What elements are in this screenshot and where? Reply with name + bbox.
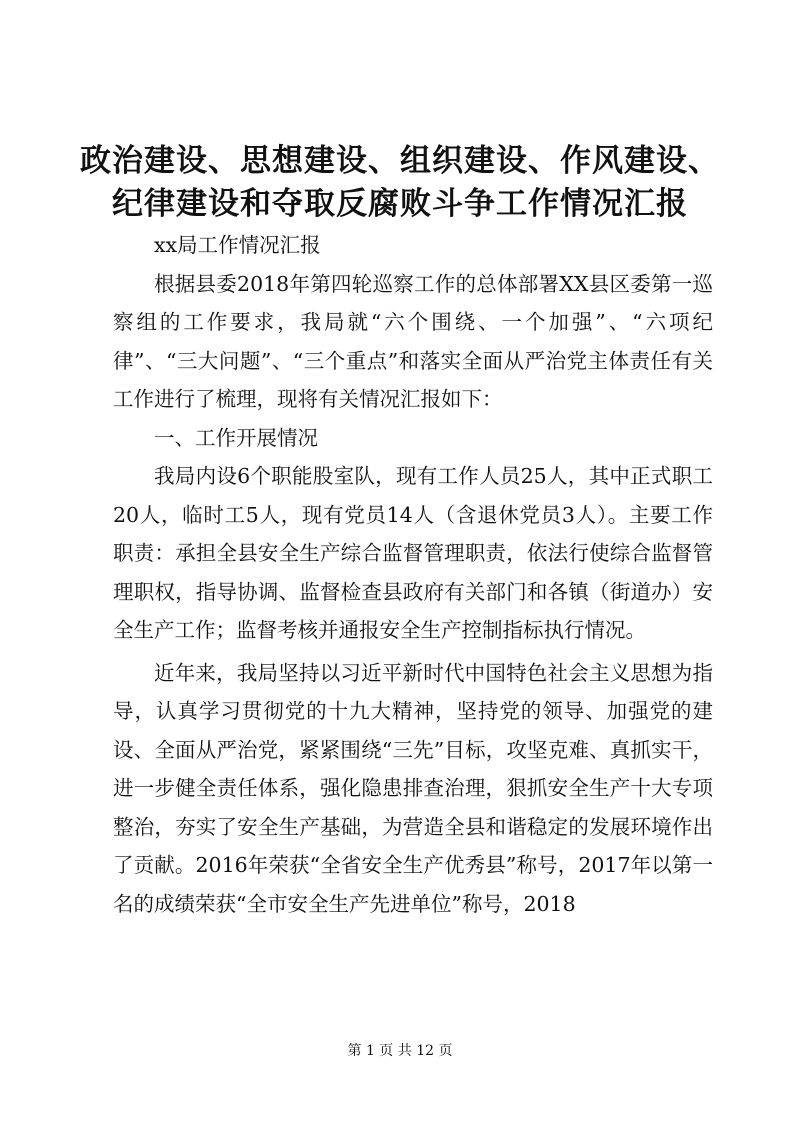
paragraph-overview: 我局内设6个职能股室队，现有工作人员25人，其中正式职工20人，临时工5人，现有党员14人（含退休党员3人）。主要工作职责：承担全县安全生产综合监督管理职责，依法行使综合监督管理职权，指导协调、监督检查县政府有关部门和各镇（街道办）安全生产工作；监督考核并通报安全生产控制指标执行情况。 bbox=[113, 464, 713, 642]
document-body bbox=[113, 226, 713, 923]
page-footer: 第 1 页 共 12 页 bbox=[347, 1043, 453, 1059]
paragraph-subtitle: xx局工作情况汇报 bbox=[154, 233, 321, 257]
title-line-2: 纪律建设和夺取反腐败斗争工作情况汇报 bbox=[112, 186, 688, 222]
paragraph-intro: 根据县委2018年第四轮巡察工作的总体部署XX县区委第一巡察组的工作要求，我局就“六个围绕、一个加强”、“六项纪律”、“三大问题”、“三个重点”和落实全面从严治党主体责任有关工作进行了梳理，现将有关情况汇报如下： bbox=[113, 271, 713, 411]
title-line-1: 政治建设、思想建设、组织建设、作风建设、 bbox=[80, 143, 720, 179]
paragraph-achievements: 近年来，我局坚持以习近平新时代中国特色社会主义思想为指导，认真学习贯彻党的十九大精神，坚持党的领导、加强党的建设、全面从严治党，紧紧围绕“三先”目标，攻坚克难、真抓实干，进一步健全责任体系，强化隐患排查治理，狠抓安全生产十大专项整治，夯实了安全生产基础，为营造全县和谐稳定的发展环境作出了贡献。2016年荣获“全省安全生产优秀县”称号，2017年以第一名的成绩荣获“全市安全生产先进单位”称号，2018 bbox=[113, 660, 713, 916]
document-title bbox=[0, 140, 800, 226]
section-heading: 一、工作开展情况 bbox=[154, 425, 318, 450]
